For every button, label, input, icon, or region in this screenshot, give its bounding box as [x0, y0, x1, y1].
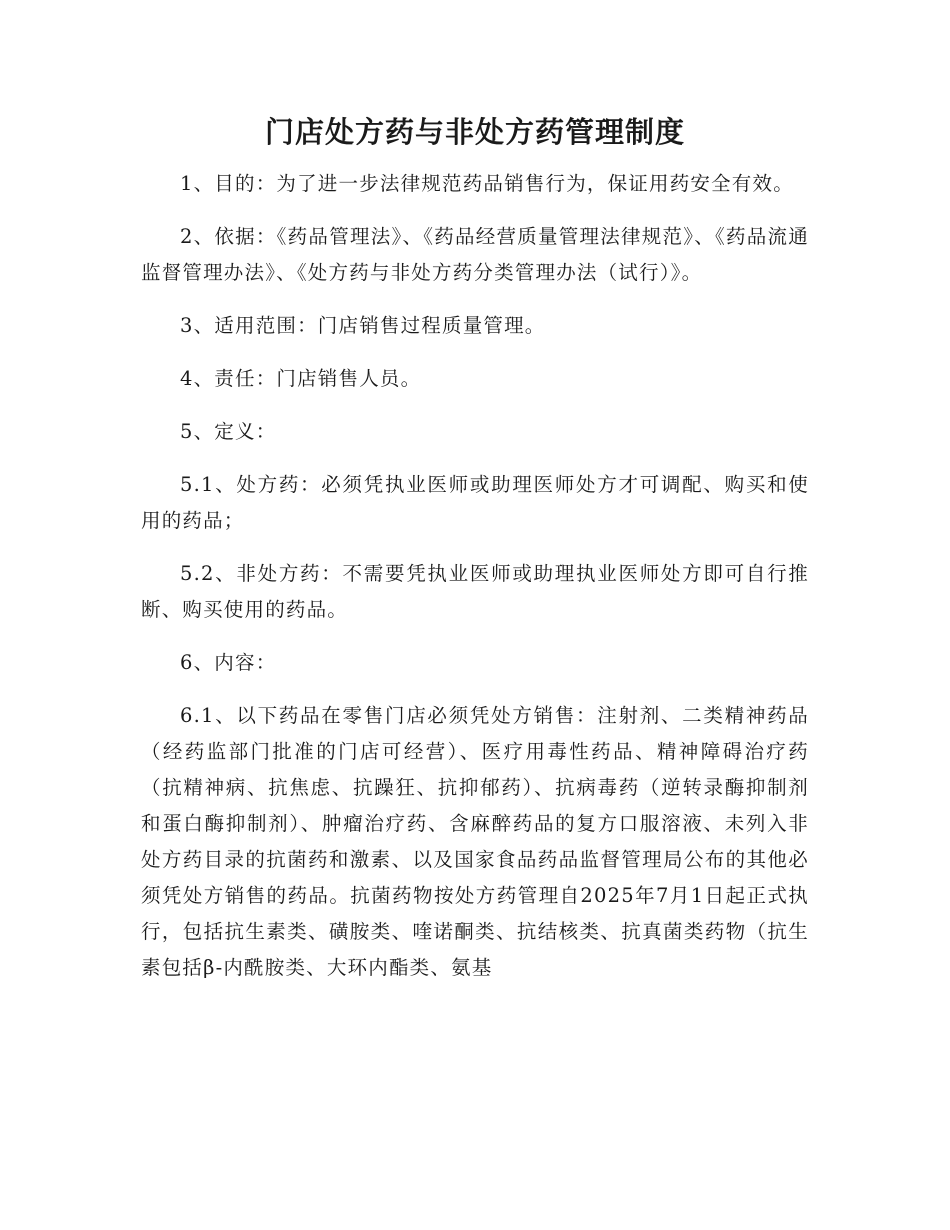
paragraph-basis: 2、依据：《药品管理法》、《药品经营质量管理法律规范》、《药品流通监督管理办法》、《处方药与非处方药分类管理办法（试行）》。 [141, 225, 809, 284]
paragraph-responsibility: 4、责任：门店销售人员。 [180, 367, 422, 390]
paragraph-content-6-1: 6.1、以下药品在零售门店必须凭处方销售：注射剂、二类精神药品（经药监部门批准的门店可经营）、医疗用毒性药品、精神障碍治疗药（抗精神病、抗焦虑、抗躁狂、抗抑郁药）、抗病毒药（逆转录酶抑制剂和蛋白酶抑制剂）、肿瘤治疗药、含麻醉药品的复方口服溶液、未列入非处方药目录的抗菌药和激素、以及国家食品药品监督管理局公布的其他必须凭处方销售的药品。抗菌药物按处方药管理自2025年7月1日起正式执行，包括抗生素类、磺胺类、喹诺酮类、抗结核类、抗真菌类药物（抗生素包括β-内酰胺类、大环内酯类、氨基 [141, 704, 809, 979]
paragraph-purpose: 1、目的：为了进一步法律规范药品销售行为，保证用药安全有效。 [180, 172, 794, 195]
paragraph-content: 6、内容： [180, 651, 277, 674]
document-title: 门店处方药与非处方药管理制度 [264, 115, 685, 149]
paragraph-scope: 3、适用范围：门店销售过程质量管理。 [180, 314, 546, 337]
document-body [141, 166, 809, 986]
paragraph-definition-prescription: 5.1、处方药：必须凭执业医师或助理医师处方才可调配、购买和使用的药品； [141, 473, 809, 532]
paragraph-definition-otc: 5.2、非处方药：不需要凭执业医师或助理执业医师处方即可自行推断、购买使用的药品。 [141, 562, 809, 621]
paragraph-definition: 5、定义： [180, 420, 277, 443]
